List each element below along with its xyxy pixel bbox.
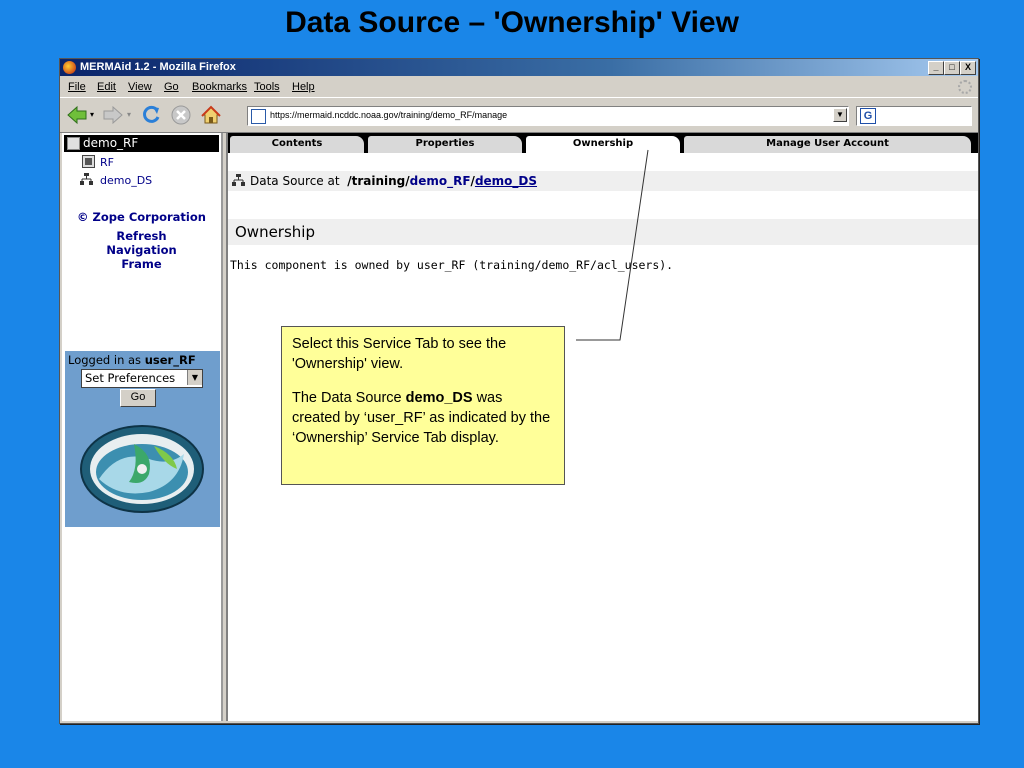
- search-box[interactable]: [856, 106, 972, 126]
- window-title: MERMAid 1.2 - Mozilla Firefox: [80, 61, 236, 73]
- menu-go[interactable]: Go: [164, 81, 179, 93]
- location-bar: [228, 171, 978, 191]
- close-button[interactable]: X: [960, 61, 976, 75]
- data-source-icon: [232, 174, 245, 187]
- maximize-button[interactable]: □: [944, 61, 960, 75]
- zope-corporation-link[interactable]: © Zope Corporation: [77, 210, 206, 224]
- callout-line-2: The Data Source demo_DS was created by ‘user_RF’ as indicated by the ‘Ownership’ Service Tab display.: [292, 390, 551, 446]
- forward-dropdown-icon[interactable]: ▾: [127, 110, 132, 119]
- login-panel: [65, 351, 220, 527]
- menu-help[interactable]: Help: [292, 81, 315, 93]
- go-button[interactable]: Go: [120, 389, 156, 407]
- site-icon: [251, 109, 266, 124]
- minimize-button[interactable]: _: [928, 61, 944, 75]
- tab-ownership[interactable]: Ownership: [526, 136, 680, 153]
- logged-in-label: Logged in as user_RF: [68, 353, 196, 367]
- menu-bookmarks[interactable]: Bookmarks: [192, 81, 248, 93]
- tab-properties[interactable]: Properties: [368, 136, 522, 153]
- back-icon[interactable]: [66, 104, 88, 126]
- ncddc-seal-logo: [79, 424, 205, 515]
- window-titlebar[interactable]: [60, 59, 978, 76]
- navigation-toolbar: [60, 97, 978, 133]
- throbber-icon: [958, 80, 972, 94]
- reload-icon[interactable]: [140, 104, 162, 126]
- preferences-select[interactable]: Set Preferences ▼: [81, 369, 203, 388]
- management-tabs: [228, 133, 978, 153]
- url-dropdown-button[interactable]: ▼: [833, 108, 847, 122]
- data-source-icon: [80, 173, 93, 186]
- chevron-down-icon[interactable]: ▼: [187, 370, 202, 385]
- menu-view[interactable]: View: [128, 81, 152, 93]
- home-icon[interactable]: [200, 104, 222, 126]
- path-link-demo-rf[interactable]: demo_RF: [409, 174, 471, 188]
- url-bar[interactable]: [247, 106, 849, 126]
- callout-line-1: Select this Service Tab to see the 'Ownership' view.: [292, 336, 507, 372]
- tab-contents[interactable]: Contents: [230, 136, 364, 153]
- path-link-demo-ds[interactable]: demo_DS: [474, 174, 538, 188]
- tree-root[interactable]: demo_RF: [64, 135, 219, 152]
- forward-icon[interactable]: [102, 104, 124, 126]
- ownership-text: This component is owned by user_RF (training/demo_RF/acl_users).: [230, 258, 674, 272]
- slide-title: Data Source – 'Ownership' View: [285, 6, 739, 39]
- menu-bar: [60, 77, 978, 97]
- refresh-navigation-link[interactable]: Refresh Navigation Frame: [106, 229, 177, 271]
- url-text: https://mermaid.ncddc.noaa.gov/training/demo_RF/manage: [270, 110, 508, 120]
- search-engine-icon[interactable]: G: [860, 108, 876, 124]
- location-path: Data Source at /training/demo_RF/demo_DS: [250, 174, 538, 188]
- firefox-icon: [63, 61, 76, 74]
- stop-icon[interactable]: [170, 104, 192, 126]
- section-heading: Ownership: [228, 219, 978, 245]
- logged-in-user: user_RF: [144, 353, 196, 367]
- folder-icon: [67, 137, 80, 150]
- back-dropdown-icon[interactable]: ▾: [90, 110, 95, 119]
- menu-tools[interactable]: Tools: [254, 81, 280, 93]
- folder-icon: [82, 155, 95, 168]
- menu-file[interactable]: File: [68, 81, 86, 93]
- navigation-frame: demo_RF RF demo_DS © Zope Corporation Refresh Navigation Frame Logged in as user_RF Set Preferences ▼ Go: [62, 133, 223, 721]
- tab-manage-user-account[interactable]: Manage User Account: [684, 136, 971, 153]
- menu-edit[interactable]: Edit: [97, 81, 116, 93]
- annotation-callout: [281, 326, 565, 485]
